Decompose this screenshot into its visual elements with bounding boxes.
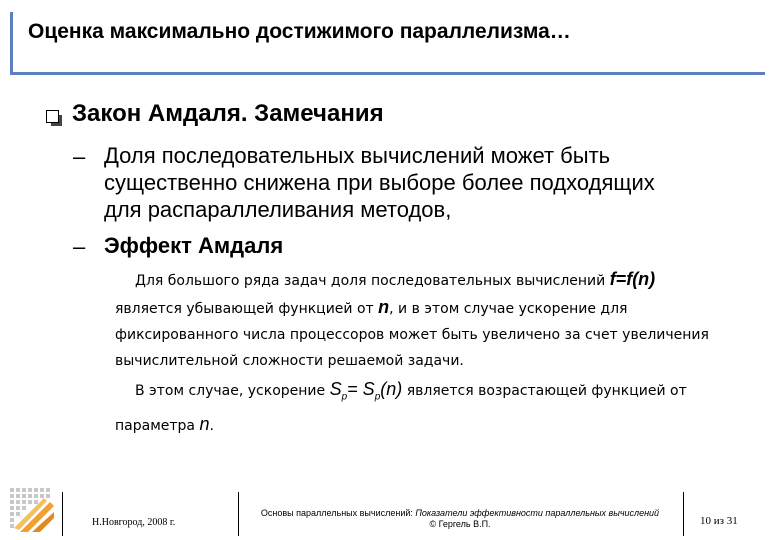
section-heading: Закон Амдаля. Замечания xyxy=(72,100,384,127)
formula: f=f(n) xyxy=(609,269,656,289)
formula: $S_p= S_p(n)$ xyxy=(329,379,403,403)
para-text: параметра xyxy=(115,417,200,434)
list-item-line: существенно снижена при выборе более подходящих xyxy=(104,170,655,195)
dash-bullet: – xyxy=(73,144,86,169)
list-item xyxy=(104,142,655,223)
para-text: фиксированного числа процессоров может быть увеличено за счет увеличения xyxy=(115,327,709,343)
para-text: является убывающей функцией от xyxy=(115,301,379,317)
list-item-line: Доля последовательных вычислений может быть xyxy=(104,143,611,168)
footer-divider xyxy=(683,492,684,536)
paragraph-speedup: В этом случае, ускорение $S_p= S_p(n)$ является возрастающей функцией от параметра n. xyxy=(115,379,687,434)
paragraph-amdahl-effect xyxy=(115,266,735,374)
para-text: является возрастающей функцией от xyxy=(402,383,687,399)
footer-course-info: Основы параллельных вычислений: Показатели эффективности параллельных вычислений © Гергель В.П. xyxy=(260,508,660,529)
formula-var: n xyxy=(199,413,210,434)
footer-divider xyxy=(62,492,63,536)
para-text: В этом случае, ускорение xyxy=(135,383,330,399)
list-item-line: для распараллеливания методов, xyxy=(104,197,452,222)
footer-city-year: Н.Новгород, 2008 г. xyxy=(92,517,176,528)
para-text: Для большого ряда задач доля последовательных вычислений xyxy=(135,273,610,289)
checkbox-bullet-icon xyxy=(46,110,59,123)
dash-bullet: – xyxy=(73,234,86,259)
para-text: вычислительной сложности решаемой задачи. xyxy=(115,353,464,369)
list-item-bold: Эффект Амдаля xyxy=(104,233,284,258)
slide-title: Оценка максимально достижимого параллелизма… xyxy=(28,20,571,43)
page-number: 10 из 31 xyxy=(700,515,738,527)
formula-var: n xyxy=(378,297,390,317)
footer-divider xyxy=(238,492,239,536)
para-text: , и в этом случае ускорение для xyxy=(389,301,628,317)
university-logo-icon xyxy=(10,488,56,534)
